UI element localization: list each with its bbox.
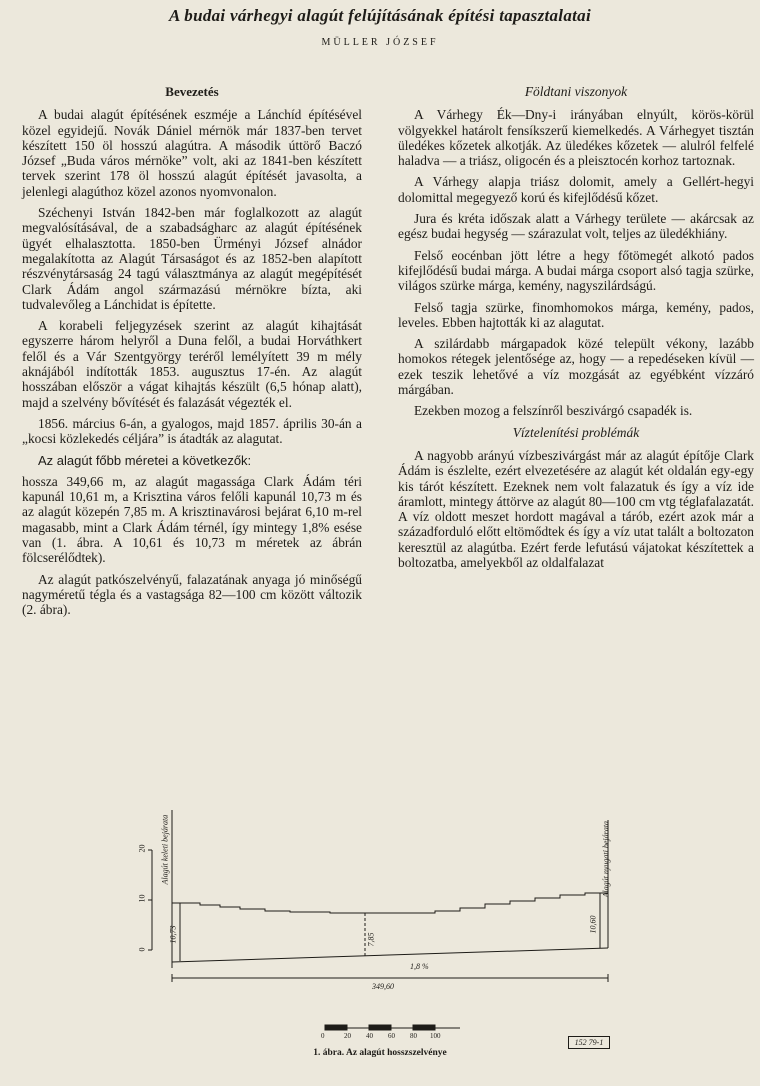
vertical-tick-20: 20 xyxy=(137,844,147,853)
right-height-label: 10,60 xyxy=(588,915,598,934)
scale-tick-100: 100 xyxy=(430,1032,441,1040)
figure-stamp: 152 79-1 xyxy=(568,1036,610,1049)
paragraph: Felső eocénban jött létre a hegy főtömegét alkotó pados kifejlődésű budai márga. A budai márga csoport alsó tagja szürke, világos szürke márga, kemény, nagyszilárdságú. xyxy=(398,247,754,294)
crown-profile xyxy=(172,893,608,913)
profile-drawing xyxy=(137,790,610,1040)
paragraph: Széchenyi István 1842-ben már foglalkozott az alagút megvalósításával, de a szabadságharc az alagút építésének ügyét elhalasztotta. 1850-ben Ürményi József alnádor megalakította az Alagút Társaságot és az 1852-ben alapított részvénytársaság 24 tagú választmánya az alagút megépítését Clark Ádám angol származású mérnökre bízta, aki tudvalevőleg a Lánchidat is építette. xyxy=(22,205,362,312)
article-title: A budai várhegyi alagút felújításának építési tapasztalatai xyxy=(169,6,591,25)
scale-tick-20: 20 xyxy=(344,1032,351,1040)
left-height-label: 10,73 xyxy=(168,925,178,944)
dimensions-text: hossza 349,66 m, az alagút magassága Clark Ádám téri kapunál 10,61 m, a Krisztina város felőli kapunál 10,73 m és az alagút közepén 7,85 m. A krisztinavárosi bejárat 6,10 m-rel magasabb, mint a Clark Ádám térnél, így mintegy 1,8% esése van (1. ábra. A 10,61 és 10,73 m méretek az ábrán fölcserélődtek). xyxy=(22,473,362,566)
scale-tick-40: 40 xyxy=(366,1032,373,1040)
right-column xyxy=(398,80,754,576)
right-portal-label: Alagút nyugati bejárata xyxy=(601,821,611,898)
paragraph: A korabeli feljegyzések szerint az alagút kihajtását egyszerre három helyről a Duna felől, a budai Horváthkert felől és a Vár Szentgyörgy teréről lemélyített 39 m mély aknájából indították 1853. augusztus 17-én. Az alagút hosszában először a vágat kihajtás készült (6,5 hónap alatt), majd a szelvény bővítését és falazását végezték el. xyxy=(22,318,362,410)
paragraph: A nagyobb arányú vízbeszivárgást már az alagút építője Clark Ádám is észlelte, ezért elvezetésére az alagút két oldalán egy-egy kis tárót készített. Ezeknek nem volt falazatuk és így a víz ide áramlott, mintegy áttörve az alagút 80—100 cm vtg téglafalazatát. A víz oldott meszet hordott magával a tárób, ezért azok már a századforduló előtt eltömődtek és így a víz utat talált a boltozaton keresztül az alagútba. Ezért ferde lefutású vájatokat készítettek a boltozatba, amelyekből az oldalfalazat xyxy=(398,447,754,571)
paragraph: Az alagút patkószelvényű, falazatának anyaga jó minőségű nagyméretű tégla és a vastagsága 82—100 cm között változik (2. ábra). xyxy=(22,571,362,618)
scale-tick-0: 0 xyxy=(321,1032,325,1040)
center-height-label: 7,85 xyxy=(366,932,376,947)
slope-label: 1,8 % xyxy=(410,962,429,971)
vertical-tick-10: 10 xyxy=(137,894,147,903)
floor-line xyxy=(172,948,608,962)
section-heading-drainage: Víztelenítési problémák xyxy=(512,424,640,440)
figure-caption: 1. ábra. Az alagút hosszszelvénye xyxy=(313,1048,447,1058)
paragraph: Ezekben mozog a felszínről beszivárgó csapadék is. xyxy=(414,403,693,419)
paragraph: A budai alagút építésének eszméje a Lánchíd építésével közel egyidejű. Novák Dániel mérnök már 1837-ben tervet készített 150 öl hosszú alagútra. A második úttörő Baczó József „Buda város mérnöke” volt, aki az 1841-ben készített tervek szerint 178 öl hosszú alagút építését javasolta, a jelenlegi alagúthoz közel azonos nyomvonalon. xyxy=(22,107,362,199)
scale-tick-80: 80 xyxy=(410,1032,417,1040)
section-heading-geology: Földtani viszonyok xyxy=(524,84,628,99)
vertical-tick-0: 0 xyxy=(137,947,147,952)
paragraph: A Várhegy Ék—Dny-i irányában elnyúlt, körös-körül völgyekkel határolt fensíkszerű kiemelkedés. A Várhegyet tisztán üledékes kőzetek alkotják. Az üledékes kőzetek — alulról felfelé haladva — a triász, oligocén és a pleisztocén korhoz tartoznak. xyxy=(398,107,754,169)
tunnel-profile-figure xyxy=(137,790,611,1050)
article-author: MÜLLER JÓZSEF xyxy=(321,37,439,48)
section-heading-intro: Bevezetés xyxy=(165,84,219,99)
length-label: 349,60 xyxy=(372,982,394,991)
scale-tick-60: 60 xyxy=(388,1032,395,1040)
paragraph: Felső tagja szürke, finomhomokos márga, kemény, pados, leveles. Ebben hajtották ki az alagutat. xyxy=(398,299,754,330)
paragraph: A Várhegy alapja triász dolomit, amely a Gellért-hegyi dolomittal megegyező korú és kifejlődésű kőzet. xyxy=(398,174,754,205)
left-portal-label: Alagút keleti bejárata xyxy=(160,814,170,885)
dimensions-heading: Az alagút főbb méretei a következők: xyxy=(38,452,252,468)
paragraph: Jura és kréta időszak alatt a Várhegy területe — akárcsak az egész budai hegység — szárazulat volt, teljes az üledékhiány. xyxy=(398,211,754,242)
paragraph: A szilárdabb márgapadok közé települt vékony, lazább homokos rétegek jelentősége az, hogy — a repedéseken kívül — ezek teszik lehetővé a víz mozgását az egyébként vízzáró márgában. xyxy=(398,336,754,398)
left-column xyxy=(22,80,362,624)
paragraph: 1856. március 6-án, a gyalogos, majd 1857. április 30-án a „kocsi közlekedés céljára” is átadták az alagutat. xyxy=(22,415,362,447)
